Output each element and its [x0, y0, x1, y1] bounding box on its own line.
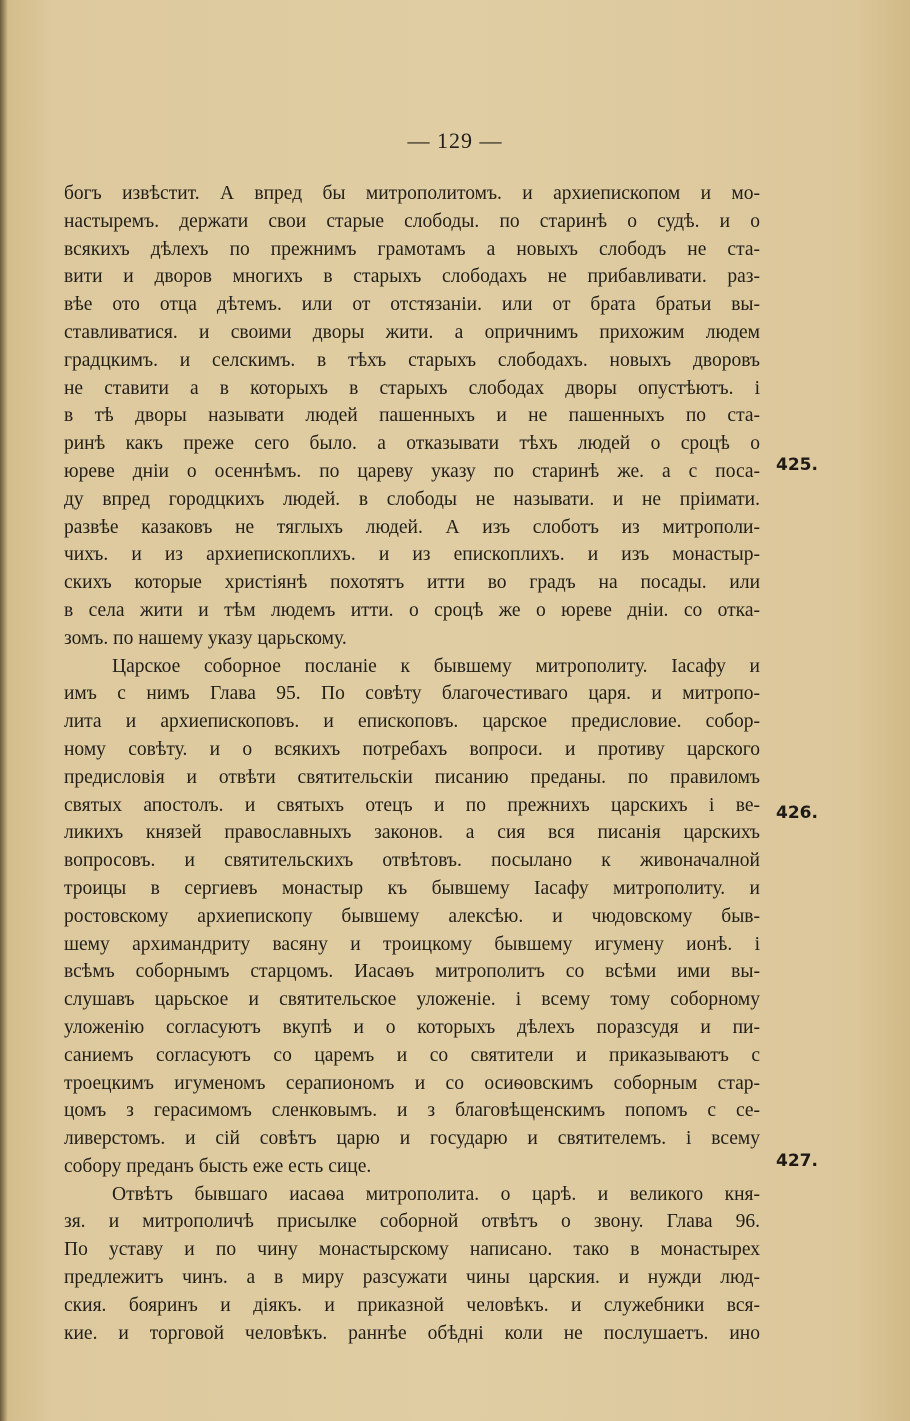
- text-line: чихъ. и из архиепископлихъ. и из епископлихъ. и изъ монастыр-: [64, 544, 760, 566]
- book-spine-shadow: [0, 0, 8, 1421]
- text-line: Царское соборное посланіе к бывшему митрополиту. Іасафу и: [112, 655, 760, 677]
- text-line: всякихъ дѣлехъ по прежнимъ грамотамъ а новыхъ слободъ не ста-: [64, 238, 760, 260]
- text-line: кие. и торговой человѣкъ. раннѣе обѣдні коли не послушаетъ. ино: [64, 1322, 760, 1344]
- text-line: ския. бояринъ и діякъ. и приказной человѣкъ. и служебники вся-: [64, 1294, 760, 1316]
- text-line: святых апостолъ. и святыхъ отецъ и по прежнихъ царскихъ і ве-: [64, 794, 760, 816]
- text-line: предлежитъ чинъ. а в миру разсужати чины царския. и нужди люд-: [64, 1267, 760, 1289]
- text-line: ростовскому архиепископу бывшему алексѣю. и чюдовскому быв-: [64, 905, 760, 927]
- text-line: развѣе казаковъ не тяглыхъ людей. А изъ слоботъ из митрополи-: [64, 516, 760, 538]
- text-line: градцкимъ. и селскимъ. в тѣхъ старыхъ слободахъ. новыхъ дворовъ: [64, 349, 760, 371]
- text-line: богъ извѣстит. А впред бы митрополитомъ. и архиепископом и мо-: [64, 183, 760, 204]
- text-line: вопросовъ. и святительскихъ отвѣтовъ. посылано к живоначалной: [64, 850, 760, 872]
- text-line: настыремъ. держати свои старые слободы. по старинѣ о судѣ. и о: [64, 210, 760, 232]
- margin-number: 425.: [776, 455, 818, 475]
- text-line: цомъ з герасимомъ сленковымъ. и з благовѣщенскимъ попомъ с се-: [64, 1100, 760, 1122]
- text-line: уложенію согласуютъ вкупѣ и о которыхъ дѣлехъ поразсудя и пи-: [64, 1016, 760, 1038]
- text-line: троицы в сергиевъ монастыр къ бывшему Іасафу митрополиту. и: [64, 877, 760, 899]
- text-line: ликихъ князей православныхъ законов. а сия вся писанія царскихъ: [64, 822, 760, 844]
- text-line: ливерстомъ. и сій совѣтъ царю и государю и святителемъ. і всему: [64, 1128, 760, 1150]
- text-line: ду впред городцкихъ людей. в слободы не называти. и не пріимати.: [64, 488, 760, 510]
- text-line: ставливатися. и своими дворы жити. а опричнимъ прихожим людем: [64, 321, 760, 343]
- text-line: ному совѣту. и о всякихъ потребахъ вопроси. и противу царского: [64, 738, 760, 760]
- text-line: юреве дніи о осеннѣмъ. по цареву указу по старинѣ же. а с поса-: [64, 460, 760, 482]
- text-line: скихъ которые христіянѣ похотятъ итти во градъ на посады. или: [64, 572, 760, 594]
- text-line: Отвѣтъ бывшаго иасаѳа митрополита. о царѣ. и великого кня-: [112, 1183, 760, 1205]
- text-line: саниемъ согласуютъ со царемъ и со святители и приказываютъ с: [64, 1044, 760, 1066]
- text-line: троецкимъ игуменомъ серапиономъ и со осиѳовскимъ соборным стар-: [64, 1072, 760, 1094]
- text-line: не ставити а в которыхъ в старыхъ слободах дворы опустѣютъ. і: [64, 377, 760, 399]
- text-line: в тѣ дворы называти людей пашенныхъ и не пашенныхъ по ста-: [64, 405, 760, 427]
- text-line: в села жити и тѣм людемъ итти. о сроцѣ же о юреве дніи. со отка-: [64, 599, 760, 621]
- text-line: шему архимандриту васяну и троицкому бывшему игумену ионѣ. і: [64, 933, 760, 955]
- margin-number: 426.: [776, 803, 818, 823]
- text-line: зя. и митрополичѣ присылке соборной отвѣтъ о звону. Глава 96.: [64, 1211, 760, 1233]
- text-line: лита и архиепископовъ. и епископовъ. царское предисловие. собор-: [64, 711, 760, 733]
- text-line: предисловія и отвѣти святительскіи писанию преданы. по правиломъ: [64, 766, 760, 788]
- body-text: [64, 180, 760, 1347]
- text-line: всѣмъ соборнымъ старцомъ. Иасаѳъ митрополитъ со всѣми ими вы-: [64, 961, 760, 983]
- text-line: имъ с нимъ Глава 95. По совѣту благочестиваго царя. и митропо-: [64, 683, 760, 705]
- page-number: — 129 —: [407, 128, 503, 153]
- text-line: вѣе ото отца дѣтемъ. или от отстязаніи. или от брата братьи вы-: [64, 294, 760, 316]
- text-line: зомъ. по нашему указу царьскому.: [64, 627, 347, 649]
- text-line: слушавъ царьское и святительское уложеніе. і всему тому соборному: [64, 989, 760, 1011]
- margin-number: 427.: [776, 1151, 818, 1171]
- text-line: вити и дворов многихъ в старыхъ слободахъ не прибавливати. раз-: [64, 266, 760, 288]
- text-line: собору преданъ бысть еже есть сице.: [64, 1155, 372, 1177]
- text-line: ринѣ какъ преже сего было. а отказывати тѣхъ людей о сроцѣ о: [64, 433, 760, 455]
- text-line: По уставу и по чину монастырскому написано. тако в монастырех: [64, 1239, 760, 1261]
